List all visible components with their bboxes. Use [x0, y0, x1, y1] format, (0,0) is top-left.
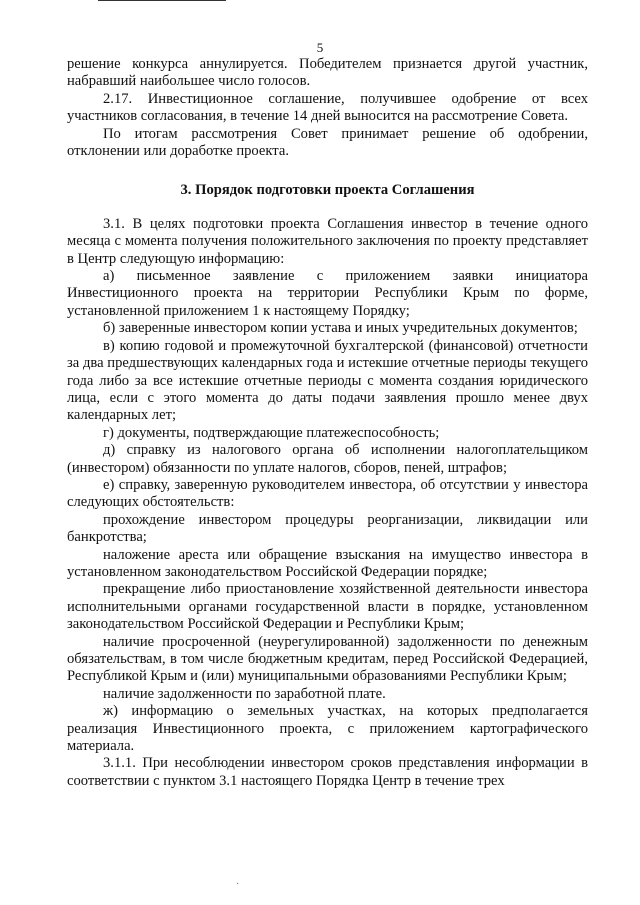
list-item-zh: ж) информацию о земельных участках, на которых предполагается реализация Инвестиционного проекта, с приложением картографического материала.	[67, 703, 588, 755]
list-item-g: г) документы, подтверждающие платежеспособность;	[103, 424, 440, 441]
sub-item-reorganization: прохождение инвестором процедуры реорганизации, ликвидации или банкротства;	[67, 511, 588, 546]
sub-item-overdue-debt: наличие просроченной (неурегулированной) задолженности по денежным обязательствам, в том числе бюджетным кредитам, перед Российской Федерацией, Республикой Крым и (или) муниципальными образованиями Республики Крым;	[67, 633, 588, 685]
sub-item-suspension: прекращение либо приостановление хозяйственной деятельности инвестора исполнительными органами государственной власти в порядке, установленном законодательством Российской Федерации и Республики Крым;	[67, 581, 588, 633]
paragraph-council-decision: По итогам рассмотрения Совет принимает решение об одобрении, отклонении или доработке проекта.	[67, 125, 588, 160]
paragraph-3-1-1: 3.1.1. При несоблюдении инвестором сроков представления информации в соответствии с пунктом 3.1 настоящего Порядка Центр в течение трех	[67, 755, 588, 789]
list-item-e: е) справку, заверенную руководителем инвестора, об отсутствии у инвестора следующих обстоятельств:	[67, 476, 588, 511]
sub-item-arrest: наложение ареста или обращение взыскания на имущество инвестора в установленном законодательством Российской Федерации порядке;	[67, 546, 588, 580]
list-item-v: в) копию годовой и промежуточной бухгалтерской (финансовой) отчетности за два предшествующих календарных года и истекшие отчетные периоды текущего года либо за все истекшие отчетные периоды с момента создания юридического лица, если с этого момента до даты подачи заявления прошло менее двух календарных лет;	[67, 337, 588, 424]
sub-item-wage-debt: наличие задолженности по заработной плате.	[103, 685, 386, 702]
scan-speck: ·	[236, 879, 240, 890]
paragraph-2-17: 2.17. Инвестиционное соглашение, получившее одобрение от всех участников согласования, в течение 14 дней выносится на рассмотрение Совета.	[67, 90, 588, 125]
top-rule-line	[98, 0, 226, 1]
list-item-a: а) письменное заявление с приложением заявки инициатора Инвестиционного проекта на территории Республики Крым по форме, установленной приложением 1 к настоящему Порядку;	[67, 268, 588, 319]
paragraph-continuation: решение конкурса аннулируется. Победителем признается другой участник, набравший наибольшее число голосов.	[67, 56, 588, 90]
paragraph-3-1: 3.1. В целях подготовки проекта Соглашения инвестор в течение одного месяца с момента получения положительного заключения по проекту представляет в Центр следующую информацию:	[67, 215, 588, 267]
page-number: 5	[316, 40, 324, 55]
list-item-d: д) справку из налогового органа об исполнении налогоплательщиком (инвестором) обязанности по уплате налогов, сборов, пеней, штрафов;	[67, 442, 588, 476]
list-item-b: б) заверенные инвестором копии устава и иных учредительных документов;	[103, 320, 578, 337]
document-body	[67, 56, 588, 790]
section-heading: 3. Порядок подготовки проекта Соглашения	[180, 182, 475, 199]
